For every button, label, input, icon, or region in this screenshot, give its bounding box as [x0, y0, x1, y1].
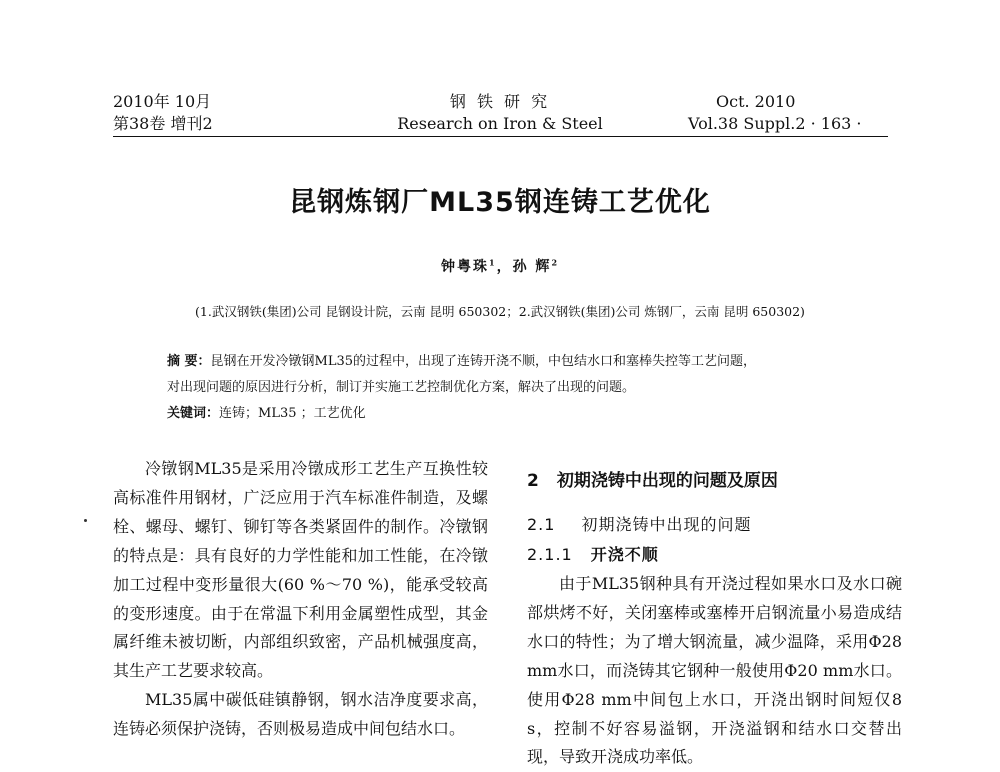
section-heading [527, 466, 778, 491]
subsection-title: 初期浇铸中出现的问题 [581, 515, 752, 534]
keywords-label: 关键词： [167, 406, 220, 421]
left-column [113, 455, 488, 744]
author-list [0, 256, 1000, 276]
section-number: 2 [527, 471, 539, 491]
section-title: 初期浇铸中出现的问题及原因 [556, 471, 778, 491]
affiliation: (1.武汉钢铁(集团)公司 昆钢设计院，云南 昆明 650302；2.武汉钢铁(集团)公司 炼钢厂，云南 昆明 650302) [195, 304, 805, 319]
journal-volume: 第38卷 增刊2 [113, 114, 213, 133]
body-paragraph: 冷镦钢ML35是采用冷镦成形工艺生产互换性较高标准件用钢材，广泛应用于汽车标准件制造，及螺栓、螺母、螺钉、铆钉等各类紧固件的制作。冷镦钢的特点是：具有良好的力学性能和加工性能，在冷镦加工过程中变形量很大(60 %～70 %)，能承受较高的变形速度。由于在常温下利用金属塑性成型，其金属纤维未被切断，内部组织致密，产品机械强度高，其生产工艺要求较高。 [113, 459, 488, 681]
abstract-label: 摘 要： [167, 354, 211, 369]
journal-date: 2010年 10月 [113, 92, 212, 111]
author-2-affil: 2 [551, 257, 560, 268]
journal-date-en: Oct. 2010 [716, 92, 796, 111]
subsection-heading [527, 512, 751, 535]
author-separator: ， [496, 259, 513, 275]
paper-title: 昆钢炼钢厂ML35钢连铸工艺优化 [289, 187, 711, 218]
keywords: 连铸；ML35 ；工艺优化 [219, 406, 366, 421]
right-column [527, 570, 902, 772]
subsubsection-number: 2.1.1 [527, 545, 573, 564]
margin-mark [84, 519, 87, 522]
body-paragraph: ML35属中碳低硅镇静钢，钢水洁净度要求高，连铸必须保护浇铸，否则极易造成中间包结水口。 [113, 690, 488, 739]
header-rule [113, 136, 888, 137]
abstract-text-1: 昆钢在开发冷镦钢ML35的过程中，出现了连铸开浇不顺，中包结水口和塞棒失控等工艺问题， [210, 354, 757, 369]
subsubsection-heading [527, 542, 659, 565]
body-paragraph: 由于ML35钢种具有开浇过程如果水口及水口碗部烘烤不好，关闭塞棒或塞棒开启钢流量小易造成结水口的特性；为了增大钢流量，减少温降，采用Φ28 mm水口，而浇铸其它钢种一般使用Φ20 mm水口。使用Φ28 mm中间包上水口，开浇出钢时间短仅8 s，控制不好容易溢钢，开浇溢钢和结水口交替出现，导致开浇成功率低。 [527, 574, 902, 767]
author-1-affil: 1 [488, 257, 497, 268]
journal-name-en: Research on Iron & Steel [397, 114, 603, 133]
subsection-number: 2.1 [527, 515, 556, 534]
keywords-line [167, 406, 366, 422]
author-1: 钟粤珠 [440, 259, 489, 275]
subsubsection-title: 开浇不顺 [590, 545, 659, 564]
journal-name-cn: 钢 铁 研 究 [449, 92, 551, 111]
abstract-line-1 [167, 354, 756, 370]
author-2: 孙 辉 [512, 259, 552, 275]
abstract-line-2: 对出现问题的原因进行分析，制订并实施工艺控制优化方案，解决了出现的问题。 [167, 380, 636, 395]
journal-volume-page: Vol.38 Suppl.2 · 163 · [688, 114, 862, 133]
